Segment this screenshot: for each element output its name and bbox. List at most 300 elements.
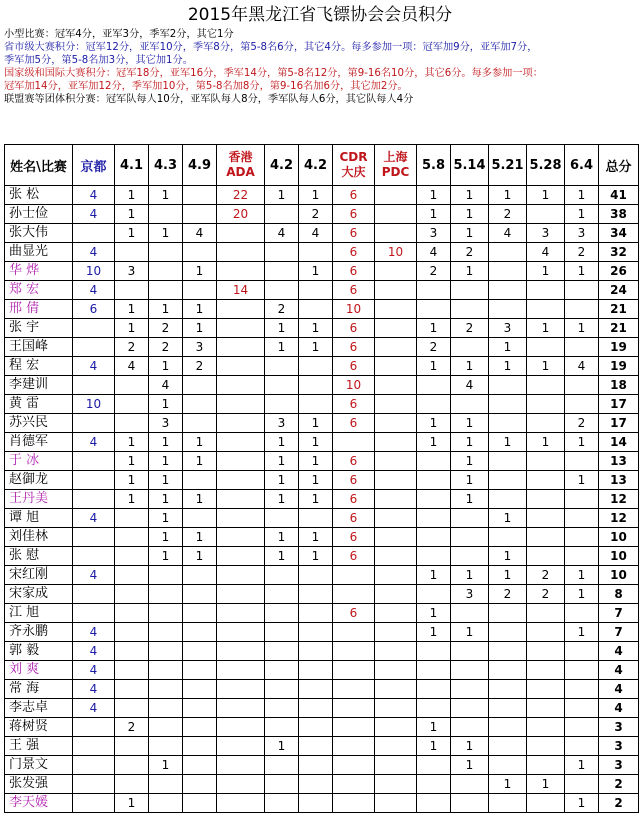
score-cell bbox=[333, 680, 375, 699]
score-cell bbox=[451, 528, 489, 547]
scoring-rules bbox=[0, 28, 640, 144]
table-row bbox=[5, 585, 639, 604]
score-cell: 1 bbox=[451, 262, 489, 281]
score-cell: 1 bbox=[149, 300, 183, 319]
score-cell bbox=[149, 699, 183, 718]
score-cell: 1 bbox=[565, 756, 599, 775]
score-cell bbox=[527, 395, 565, 414]
score-cell: 1 bbox=[115, 471, 149, 490]
score-cell bbox=[183, 756, 217, 775]
total-score: 4 bbox=[599, 661, 639, 680]
score-cell: 1 bbox=[565, 262, 599, 281]
table-row bbox=[5, 452, 639, 471]
score-cell bbox=[73, 376, 115, 395]
score-cell: 4 bbox=[451, 376, 489, 395]
score-cell: 4 bbox=[73, 243, 115, 262]
member-name: 张大伟 bbox=[5, 224, 73, 243]
score-cell bbox=[333, 623, 375, 642]
total-score: 21 bbox=[599, 300, 639, 319]
score-cell: 6 bbox=[333, 490, 375, 509]
score-cell bbox=[451, 604, 489, 623]
score-cell: 1 bbox=[527, 433, 565, 452]
score-cell: 1 bbox=[489, 547, 527, 566]
score-cell bbox=[527, 680, 565, 699]
column-header: 6.4 bbox=[565, 145, 599, 186]
score-cell bbox=[73, 756, 115, 775]
score-cell bbox=[299, 718, 333, 737]
score-cell bbox=[149, 262, 183, 281]
score-cell: 1 bbox=[417, 357, 451, 376]
score-cell bbox=[299, 794, 333, 813]
score-cell: 1 bbox=[451, 357, 489, 376]
score-cell: 1 bbox=[451, 414, 489, 433]
score-cell bbox=[73, 471, 115, 490]
total-score: 26 bbox=[599, 262, 639, 281]
table-row bbox=[5, 205, 639, 224]
score-cell: 1 bbox=[265, 452, 299, 471]
score-cell bbox=[73, 490, 115, 509]
score-cell bbox=[451, 642, 489, 661]
score-cell bbox=[183, 395, 217, 414]
score-cell bbox=[149, 281, 183, 300]
member-name: 张 慰 bbox=[5, 547, 73, 566]
total-score: 21 bbox=[599, 319, 639, 338]
score-cell bbox=[217, 490, 265, 509]
score-cell bbox=[265, 661, 299, 680]
column-header bbox=[333, 145, 375, 186]
score-cell bbox=[451, 718, 489, 737]
table-row bbox=[5, 376, 639, 395]
score-cell bbox=[527, 414, 565, 433]
score-cell: 1 bbox=[299, 338, 333, 357]
table-row bbox=[5, 680, 639, 699]
score-cell bbox=[299, 509, 333, 528]
score-cell bbox=[527, 300, 565, 319]
member-name: 苏兴民 bbox=[5, 414, 73, 433]
score-cell bbox=[565, 680, 599, 699]
score-cell bbox=[527, 376, 565, 395]
score-cell bbox=[375, 737, 417, 756]
score-cell bbox=[183, 509, 217, 528]
score-cell bbox=[489, 243, 527, 262]
member-name: 门景文 bbox=[5, 756, 73, 775]
score-cell: 2 bbox=[489, 205, 527, 224]
score-cell bbox=[217, 794, 265, 813]
score-cell bbox=[489, 737, 527, 756]
score-cell bbox=[489, 661, 527, 680]
score-cell bbox=[217, 585, 265, 604]
score-cell bbox=[183, 186, 217, 205]
score-cell bbox=[265, 642, 299, 661]
score-cell: 6 bbox=[333, 205, 375, 224]
score-cell: 1 bbox=[451, 205, 489, 224]
score-cell: 2 bbox=[265, 300, 299, 319]
score-cell bbox=[265, 585, 299, 604]
score-cell: 4 bbox=[73, 433, 115, 452]
score-cell: 4 bbox=[73, 566, 115, 585]
score-cell: 4 bbox=[73, 205, 115, 224]
score-cell: 6 bbox=[333, 243, 375, 262]
score-cell bbox=[375, 376, 417, 395]
total-score: 34 bbox=[599, 224, 639, 243]
score-cell: 3 bbox=[527, 224, 565, 243]
score-cell bbox=[115, 699, 149, 718]
score-cell bbox=[375, 756, 417, 775]
score-cell bbox=[417, 585, 451, 604]
score-cell: 1 bbox=[417, 566, 451, 585]
score-cell: 10 bbox=[333, 376, 375, 395]
score-cell: 1 bbox=[451, 737, 489, 756]
score-cell bbox=[217, 756, 265, 775]
score-cell bbox=[149, 661, 183, 680]
column-header bbox=[217, 145, 265, 186]
score-cell: 1 bbox=[299, 471, 333, 490]
score-cell bbox=[375, 680, 417, 699]
score-cell: 1 bbox=[299, 547, 333, 566]
score-cell bbox=[527, 623, 565, 642]
score-cell bbox=[115, 737, 149, 756]
score-cell bbox=[489, 376, 527, 395]
score-cell bbox=[565, 718, 599, 737]
score-cell: 6 bbox=[333, 414, 375, 433]
score-cell bbox=[217, 528, 265, 547]
score-cell bbox=[217, 319, 265, 338]
score-cell: 1 bbox=[417, 205, 451, 224]
score-cell bbox=[527, 490, 565, 509]
score-cell: 2 bbox=[149, 338, 183, 357]
column-header-line2: ADA bbox=[226, 165, 255, 179]
score-cell bbox=[73, 224, 115, 243]
score-cell bbox=[375, 623, 417, 642]
score-cell: 1 bbox=[417, 737, 451, 756]
score-cell: 1 bbox=[565, 566, 599, 585]
score-cell bbox=[115, 281, 149, 300]
score-cell bbox=[183, 243, 217, 262]
score-cell: 1 bbox=[417, 604, 451, 623]
table-row bbox=[5, 262, 639, 281]
score-cell: 14 bbox=[217, 281, 265, 300]
score-cell bbox=[375, 338, 417, 357]
score-cell: 2 bbox=[527, 566, 565, 585]
table-row bbox=[5, 623, 639, 642]
member-name: 程 宏 bbox=[5, 357, 73, 376]
score-cell bbox=[299, 357, 333, 376]
score-cell bbox=[217, 357, 265, 376]
score-cell: 6 bbox=[333, 281, 375, 300]
score-cell: 1 bbox=[149, 224, 183, 243]
score-cell bbox=[217, 509, 265, 528]
table-row bbox=[5, 338, 639, 357]
total-score: 12 bbox=[599, 509, 639, 528]
member-name: 邢 倩 bbox=[5, 300, 73, 319]
score-cell: 1 bbox=[565, 623, 599, 642]
table-row bbox=[5, 547, 639, 566]
member-name: 刘 爽 bbox=[5, 661, 73, 680]
score-cell bbox=[115, 585, 149, 604]
score-cell bbox=[375, 718, 417, 737]
score-cell bbox=[73, 737, 115, 756]
score-cell: 22 bbox=[217, 186, 265, 205]
score-cell: 4 bbox=[73, 623, 115, 642]
score-cell: 1 bbox=[149, 433, 183, 452]
score-cell bbox=[417, 471, 451, 490]
score-cell bbox=[115, 661, 149, 680]
score-cell: 1 bbox=[565, 471, 599, 490]
score-cell: 1 bbox=[265, 319, 299, 338]
member-name: 谭 旭 bbox=[5, 509, 73, 528]
score-cell bbox=[115, 680, 149, 699]
column-header: 京都 bbox=[73, 145, 115, 186]
member-name: 黄 雷 bbox=[5, 395, 73, 414]
total-score: 19 bbox=[599, 357, 639, 376]
score-cell bbox=[217, 680, 265, 699]
score-cell bbox=[451, 794, 489, 813]
score-cell: 1 bbox=[451, 471, 489, 490]
member-name: 李志卓 bbox=[5, 699, 73, 718]
table-row bbox=[5, 395, 639, 414]
score-cell bbox=[265, 756, 299, 775]
score-cell: 1 bbox=[527, 357, 565, 376]
member-name: 郭 毅 bbox=[5, 642, 73, 661]
score-cell bbox=[183, 623, 217, 642]
table-row bbox=[5, 300, 639, 319]
score-cell bbox=[489, 452, 527, 471]
score-cell bbox=[183, 794, 217, 813]
table-row bbox=[5, 186, 639, 205]
total-score: 19 bbox=[599, 338, 639, 357]
column-header: 4.2 bbox=[299, 145, 333, 186]
score-cell bbox=[565, 338, 599, 357]
score-cell: 2 bbox=[115, 718, 149, 737]
score-cell: 1 bbox=[565, 433, 599, 452]
score-cell bbox=[489, 471, 527, 490]
column-header: 5.21 bbox=[489, 145, 527, 186]
score-cell: 4 bbox=[565, 357, 599, 376]
score-cell bbox=[333, 433, 375, 452]
score-cell bbox=[417, 680, 451, 699]
score-cell: 3 bbox=[265, 414, 299, 433]
score-cell: 1 bbox=[489, 186, 527, 205]
score-cell: 1 bbox=[149, 452, 183, 471]
score-cell bbox=[565, 699, 599, 718]
score-cell: 4 bbox=[73, 357, 115, 376]
score-cell bbox=[375, 794, 417, 813]
total-score: 3 bbox=[599, 756, 639, 775]
member-name: 于 冰 bbox=[5, 452, 73, 471]
score-cell: 1 bbox=[149, 547, 183, 566]
member-name: 宋红刚 bbox=[5, 566, 73, 585]
score-cell: 1 bbox=[183, 490, 217, 509]
score-cell bbox=[565, 547, 599, 566]
score-cell bbox=[299, 680, 333, 699]
score-cell bbox=[115, 566, 149, 585]
score-cell: 4 bbox=[149, 376, 183, 395]
total-score: 38 bbox=[599, 205, 639, 224]
score-cell bbox=[375, 585, 417, 604]
score-cell bbox=[375, 471, 417, 490]
score-cell bbox=[451, 281, 489, 300]
table-row bbox=[5, 357, 639, 376]
score-cell: 4 bbox=[299, 224, 333, 243]
score-cell bbox=[565, 281, 599, 300]
score-cell: 3 bbox=[489, 319, 527, 338]
score-cell bbox=[115, 756, 149, 775]
score-cell bbox=[489, 414, 527, 433]
score-cell: 1 bbox=[451, 186, 489, 205]
score-cell: 1 bbox=[489, 566, 527, 585]
score-cell bbox=[489, 794, 527, 813]
score-cell bbox=[417, 547, 451, 566]
score-cell bbox=[299, 281, 333, 300]
table-row bbox=[5, 756, 639, 775]
score-cell bbox=[375, 566, 417, 585]
member-name: 华 烨 bbox=[5, 262, 73, 281]
score-cell: 10 bbox=[73, 395, 115, 414]
score-cell bbox=[183, 699, 217, 718]
score-table bbox=[4, 144, 639, 813]
column-header-line1: 香港 bbox=[228, 150, 253, 164]
score-cell: 10 bbox=[375, 243, 417, 262]
score-cell bbox=[565, 642, 599, 661]
table-row bbox=[5, 661, 639, 680]
score-cell: 4 bbox=[183, 224, 217, 243]
column-header: 4.3 bbox=[149, 145, 183, 186]
score-cell bbox=[183, 205, 217, 224]
score-cell: 4 bbox=[417, 243, 451, 262]
score-cell bbox=[265, 509, 299, 528]
score-cell bbox=[375, 224, 417, 243]
score-cell bbox=[565, 775, 599, 794]
score-cell bbox=[73, 319, 115, 338]
score-cell bbox=[265, 604, 299, 623]
score-cell: 1 bbox=[183, 433, 217, 452]
score-cell bbox=[265, 357, 299, 376]
member-name: 江 旭 bbox=[5, 604, 73, 623]
score-cell: 2 bbox=[565, 414, 599, 433]
score-cell bbox=[299, 737, 333, 756]
score-cell bbox=[183, 414, 217, 433]
score-cell: 1 bbox=[265, 547, 299, 566]
score-cell: 1 bbox=[265, 338, 299, 357]
column-header-name: 姓名\比赛 bbox=[5, 145, 73, 186]
score-cell bbox=[417, 528, 451, 547]
score-cell bbox=[489, 528, 527, 547]
score-cell: 4 bbox=[527, 243, 565, 262]
table-row bbox=[5, 566, 639, 585]
score-cell bbox=[265, 281, 299, 300]
score-cell: 1 bbox=[417, 186, 451, 205]
total-score: 4 bbox=[599, 642, 639, 661]
score-cell bbox=[417, 699, 451, 718]
score-cell bbox=[527, 452, 565, 471]
column-header: 4.2 bbox=[265, 145, 299, 186]
score-cell bbox=[299, 243, 333, 262]
score-cell bbox=[183, 566, 217, 585]
score-cell: 4 bbox=[73, 642, 115, 661]
score-cell bbox=[565, 300, 599, 319]
score-cell: 6 bbox=[333, 395, 375, 414]
total-score: 32 bbox=[599, 243, 639, 262]
score-cell bbox=[299, 623, 333, 642]
score-cell bbox=[527, 737, 565, 756]
score-cell: 2 bbox=[417, 262, 451, 281]
score-cell: 1 bbox=[527, 319, 565, 338]
score-cell: 1 bbox=[451, 756, 489, 775]
page-title: 2015年黑龙江省飞镖协会会员积分 bbox=[187, 5, 453, 25]
score-cell: 1 bbox=[149, 395, 183, 414]
score-cell: 1 bbox=[417, 718, 451, 737]
score-cell: 1 bbox=[149, 471, 183, 490]
score-cell bbox=[217, 300, 265, 319]
score-cell: 6 bbox=[333, 224, 375, 243]
score-cell bbox=[565, 604, 599, 623]
column-header: 总分 bbox=[599, 145, 639, 186]
score-cell bbox=[527, 699, 565, 718]
score-cell bbox=[375, 604, 417, 623]
score-cell: 1 bbox=[183, 262, 217, 281]
score-cell bbox=[115, 642, 149, 661]
score-cell: 1 bbox=[115, 794, 149, 813]
score-cell bbox=[451, 509, 489, 528]
score-cell bbox=[299, 566, 333, 585]
score-cell bbox=[73, 452, 115, 471]
score-cell bbox=[217, 775, 265, 794]
score-cell bbox=[299, 756, 333, 775]
total-score: 7 bbox=[599, 604, 639, 623]
score-cell: 6 bbox=[333, 547, 375, 566]
score-cell: 4 bbox=[73, 680, 115, 699]
score-cell bbox=[527, 756, 565, 775]
score-cell: 3 bbox=[115, 262, 149, 281]
score-cell: 1 bbox=[489, 338, 527, 357]
column-header: 5.14 bbox=[451, 145, 489, 186]
score-cell bbox=[299, 300, 333, 319]
score-cell: 6 bbox=[333, 528, 375, 547]
score-cell: 2 bbox=[527, 585, 565, 604]
score-cell bbox=[73, 718, 115, 737]
score-cell: 1 bbox=[565, 319, 599, 338]
score-cell: 6 bbox=[333, 471, 375, 490]
table-row bbox=[5, 433, 639, 452]
column-header-line1: 上海 bbox=[383, 150, 408, 164]
score-cell: 1 bbox=[149, 490, 183, 509]
score-cell bbox=[375, 490, 417, 509]
table-row bbox=[5, 224, 639, 243]
score-cell: 2 bbox=[451, 319, 489, 338]
score-cell: 1 bbox=[489, 509, 527, 528]
table-row bbox=[5, 281, 639, 300]
score-cell: 1 bbox=[451, 452, 489, 471]
score-cell: 3 bbox=[183, 338, 217, 357]
member-name: 齐永鹏 bbox=[5, 623, 73, 642]
total-score: 7 bbox=[599, 623, 639, 642]
rule-line: 季军加5分，第5-8名加3分，其它加1分。 bbox=[4, 55, 193, 66]
score-cell: 1 bbox=[265, 186, 299, 205]
table-row bbox=[5, 737, 639, 756]
table-row bbox=[5, 414, 639, 433]
score-cell bbox=[565, 376, 599, 395]
score-cell bbox=[183, 775, 217, 794]
score-cell bbox=[217, 547, 265, 566]
score-cell bbox=[375, 357, 417, 376]
table-row bbox=[5, 528, 639, 547]
score-cell bbox=[375, 205, 417, 224]
member-name: 王 强 bbox=[5, 737, 73, 756]
score-cell: 1 bbox=[183, 528, 217, 547]
score-cell: 1 bbox=[115, 490, 149, 509]
score-cell: 1 bbox=[489, 775, 527, 794]
total-score: 17 bbox=[599, 414, 639, 433]
